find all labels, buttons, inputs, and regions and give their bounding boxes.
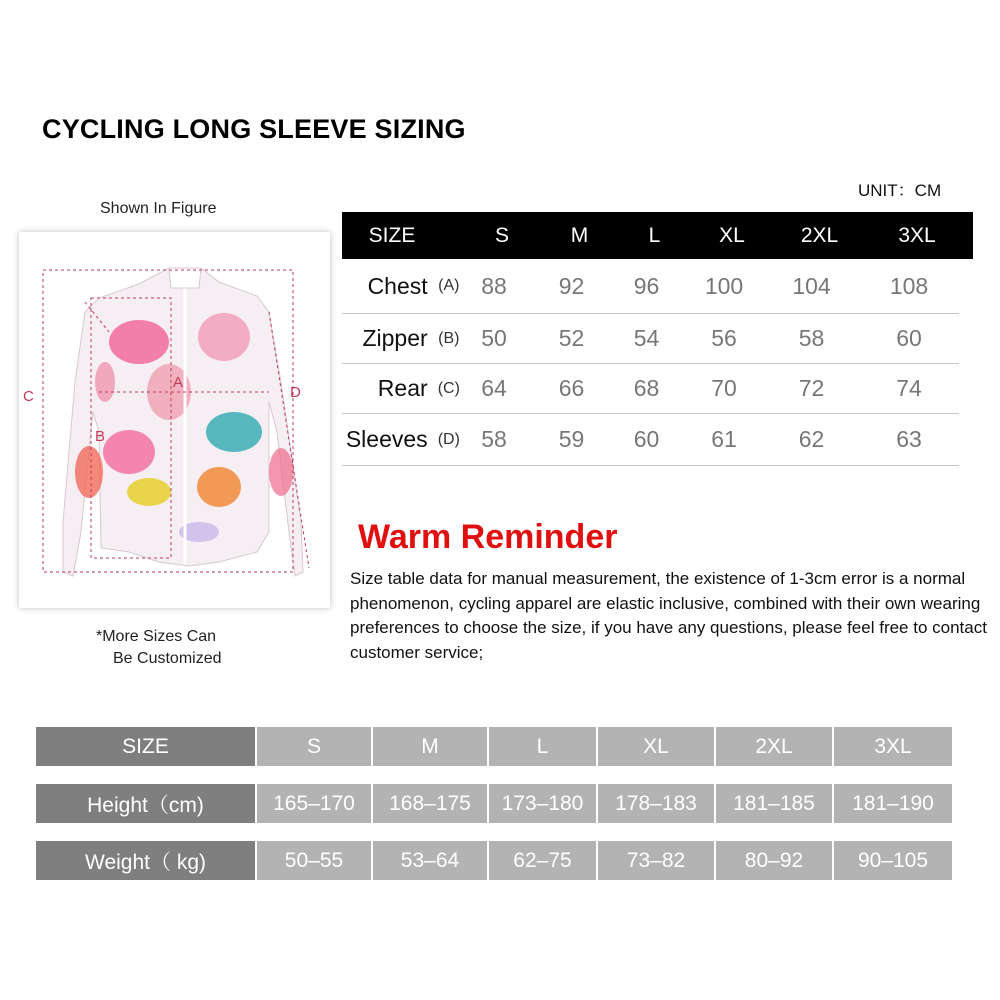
row-label: Chest <box>367 272 428 299</box>
cell: 61 <box>711 426 737 452</box>
note-line-2: Be Customized <box>113 650 222 667</box>
cell: 72 <box>798 375 825 401</box>
row-label: Sleeves <box>345 426 428 452</box>
cell: 88 <box>481 272 507 299</box>
header-cell: M <box>373 727 487 766</box>
cell: 53–64 <box>373 841 487 880</box>
measurement-table-header <box>342 212 973 259</box>
cell: 181–185 <box>716 784 832 823</box>
header-cell: 3XL <box>898 223 936 247</box>
row-code: (C) <box>437 379 460 397</box>
label-a: A <box>173 374 184 391</box>
header-cell: SIZE <box>368 223 416 247</box>
cell: 58 <box>798 325 825 351</box>
cell: 59 <box>558 426 585 452</box>
cell: 60 <box>633 426 660 452</box>
cell: 62 <box>798 426 825 452</box>
table-row <box>342 414 959 466</box>
cell: 80–92 <box>716 841 832 880</box>
row-code: (B) <box>438 329 460 347</box>
cell: 100 <box>704 272 744 299</box>
header-cell: M <box>570 223 589 247</box>
warm-reminder-title: Warm Reminder <box>358 518 618 556</box>
cell: 92 <box>558 272 585 299</box>
header-cell: XL <box>598 727 714 766</box>
cell: 90–105 <box>834 841 952 880</box>
row-label: Zipper <box>362 325 428 351</box>
table-row <box>342 314 959 364</box>
cell: 64 <box>481 375 507 401</box>
row-code: (A) <box>438 277 460 294</box>
table-row <box>36 841 954 880</box>
cell: 66 <box>558 375 585 401</box>
cell: 54 <box>633 325 660 351</box>
figure-caption: Shown In Figure <box>100 200 217 217</box>
cell: 70 <box>711 375 737 401</box>
cell: 62–75 <box>489 841 596 880</box>
cell: 50–55 <box>257 841 371 880</box>
cell: 108 <box>889 272 929 299</box>
unit-label: UNIT：CM <box>858 181 942 200</box>
table-row <box>36 784 954 823</box>
row-label: Weight（ kg) <box>36 841 255 880</box>
label-b: B <box>95 428 106 445</box>
cell: 52 <box>558 325 585 351</box>
cell: 58 <box>481 426 507 452</box>
header-cell: SIZE <box>36 727 255 766</box>
custom-sizes-note <box>96 626 222 670</box>
row-label: Rear <box>377 375 428 401</box>
row-label: Height（cm) <box>36 784 255 823</box>
header-cell: 2XL <box>716 727 832 766</box>
cell: 50 <box>481 325 507 351</box>
table-row <box>342 364 959 414</box>
size-table-header <box>36 727 954 766</box>
jersey-figure <box>19 232 330 608</box>
cell: 165–170 <box>257 784 371 823</box>
cell: 68 <box>633 375 660 401</box>
cell: 181–190 <box>834 784 952 823</box>
cell: 60 <box>896 325 922 351</box>
cell: 178–183 <box>598 784 714 823</box>
label-c: C <box>23 388 34 405</box>
cell: 56 <box>711 325 737 351</box>
measurement-table <box>342 212 973 466</box>
header-cell: S <box>257 727 371 766</box>
header-cell: XL <box>719 223 745 247</box>
page-title: CYCLING LONG SLEEVE SIZING <box>42 114 466 144</box>
cell: 168–175 <box>373 784 487 823</box>
cell: 104 <box>792 272 831 299</box>
jersey-illustration <box>19 232 330 608</box>
cell: 96 <box>633 272 660 299</box>
cell: 63 <box>896 426 922 452</box>
header-cell: L <box>489 727 596 766</box>
size-table <box>36 727 954 898</box>
table-row <box>342 259 959 314</box>
header-cell: 3XL <box>834 727 952 766</box>
note-line-1: *More Sizes Can <box>96 628 217 645</box>
cell: 74 <box>896 375 922 401</box>
header-cell: L <box>648 223 661 247</box>
cell: 173–180 <box>489 784 596 823</box>
header-cell: S <box>494 223 509 247</box>
header-cell: 2XL <box>800 223 839 247</box>
cell: 73–82 <box>598 841 714 880</box>
label-d: D <box>290 384 301 401</box>
warm-reminder-text: Size table data for manual measurement, the existence of 1-3cm error is a normal phenomenon, cycling apparel are elastic inclusive, combined with their own wearing preferences to choose the size, if you have any questions, please feel free to contact customer service; <box>350 569 987 662</box>
row-code: (D) <box>437 430 460 448</box>
